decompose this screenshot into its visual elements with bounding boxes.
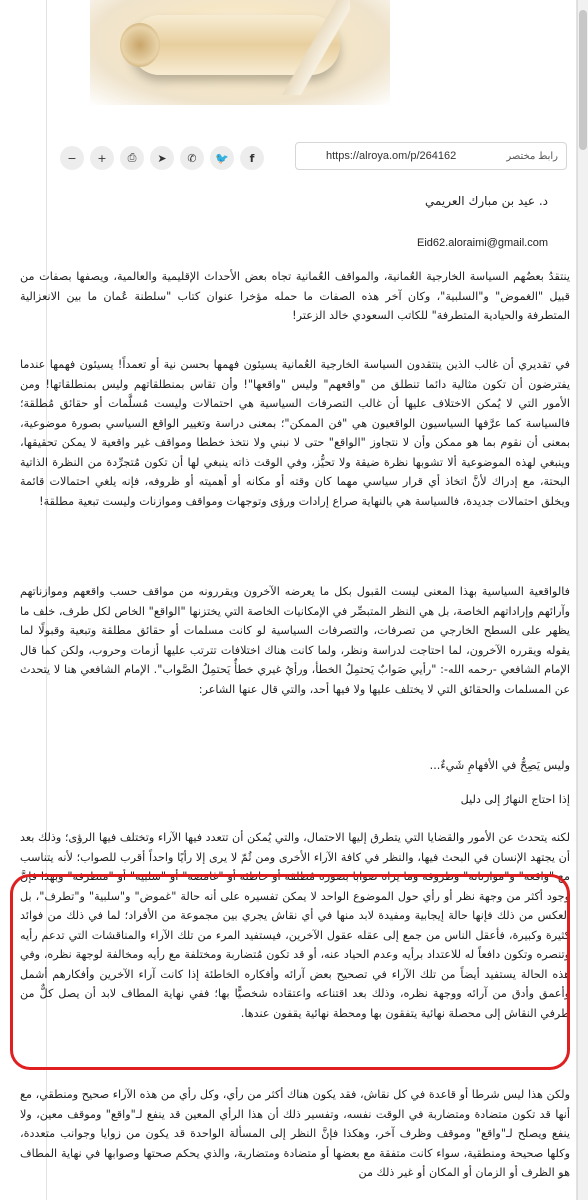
author-email[interactable]: Eid62.aloraimi@gmail.com [417,237,548,249]
article-paragraph: ينتقدُ بعضُهم السياسة الخارجية العُمانية، والمواقف العُمانية تجاه بعض الأحداث الإقليمية والعالمية، ويصفها بصفات من قبيل "الغموض" و"السلبية"، وكان آخر هذه الصفات ما حمله مؤخرا عنوان كتاب "سلطنة عُمان ما بين الانعزالية المتطرفة والحيادية المتطرفة" للكاتب السعودي خالد الزعتر! [20,270,570,322]
plus-icon[interactable]: + [90,146,114,170]
poem-line: وليس يَصِحُّ في الأفهامِ شَيءٌ... [429,759,570,772]
article-paragraph: لكنه يتحدث عن الأمور والقضايا التي يتطرق إليها الاحتمال، والتي يُمكن أن تتعدد فيها الآراء وتختلف فيها الرؤى؛ وذلك بعد أن يجتهد الإنسان في البحث فيها، والنظر في كافة الآراء الأخرى ومن ثُمّ لا يرى إلا رأيًا واحداً أقرب للصواب؛ لأنه يتناسب مع "واقعه" و"موازناته" وظروفه وما يراه صوابا بصورة مُطلقة أو خاطئة أو "غامضة" أو "سلبية" أو "متطرفة" وبهذا فإنَّ وجود أكثر من وجهة نظر أو رأي حول الموضوع الواحد لا يمكن تفسيره على أنه حالة "غموض" و"سلبية" و"تطرف"، بل العكس من ذلك فإنها حالة إيجابية ومفيدة لابد منها في أي نقاش يجري بين مجموعة من الأفراد؛ لما في ذلك من فوائد كثيرة وكبيرة، فأعقل الناس من جمع إلى عقله عقول الآخرين، فيستفيد المرء من تلك الآراء والمناقشات التي تدعم رأيه وتنصره وتكون دافعاً له للاعتداد برأيه وعدم الحياد عنه، أو قد تكون مُتضاربة ومختلفة مع رأيه ومخالفة لوجهة نظره، وفي هذه الحالة يستفيد أيضاً من تلك الآراء في تصحيح بعض آرائه وأفكاره الخاطئة إذا كانت آراء الآخرين وأفكارهم أشمل وأعمق وأدق من آرائه ووجهة نظره، وذلك بعد اقتناعه واعتقاده شخصيًّا بها؛ ففي نهاية المطاف لابد أن يصل كلٌّ من طرفي النقاش إلى محصلة نهائية يتفقون بها ومحطة نهائية يقفون عندها. [20,831,570,1020]
article-paragraph: ولكن هذا ليس شرطا أو قاعدة في كل نقاش، فقد يكون هناك أكثر من رأي، وكل رأي من هذه الآراء صحيح ومنطقي، مع أنها قد تكون متضادة ومتضاربة في الوقت نفسه، وتفسير ذلك أن هذا الرأي المعين قد ينفع لـ"واقع" وموقف معين، ولا ينفع ويصلح لـ"واقع" وموقف وظرف آخر، وهكذا فإنَّ النظر إلى المسألة الواحدة قد يكون من زوايا وجوانب متعددة، وكلها صحيحة ومنطقية، سواء كانت متفقة مع بعضها أو متضادة ومتضاربة، والذي يحكم صحتها وصوابها في نهاية المطاف هو الظرف أو الزمان أو المكان أو غير ذلك من [20,1088,570,1179]
telegram-icon[interactable]: ➤ [150,146,174,170]
short-link-label: رابط مختصر [506,150,558,162]
scrollbar-thumb[interactable] [579,10,587,150]
quill-illustration [280,0,350,95]
short-link-field[interactable] [295,142,567,170]
minus-icon[interactable]: − [60,146,84,170]
scrollbar[interactable] [577,0,588,1200]
author-name: د. عيد بن مبارك العريمي [424,194,548,208]
print-icon[interactable]: ⎙ [120,146,144,170]
whatsapp-icon[interactable]: ✆ [180,146,204,170]
article-hero-image [90,0,390,105]
poem-line: إذا احتاج النهارُ إلى دليل [460,793,570,806]
short-link-url[interactable]: https://alroya.om/p/264162 [326,150,457,162]
article-paragraph: فالواقعية السياسية بهذا المعنى ليست القبول بكل ما يعرضه الآخرون ويقررونه من مواقف حسب واقعهم وموازناتهم وآرائهم وإراداتهم الخاصة، بل هي النظر المتبصِّر في الإمكانيات الخاصة التي يختزنها "الواقع" الخاص لكل طرف، خلف ما يظهر على السطح الخارجي من تصرفات، والتصرفات السياسية لو كانت مسلمات أو حقائق مطلقة وتبعية وقبولًا لما يقوله ويقرره الآخرون، لما احتاجت لدراسة ونظر، ولما كانت هناك اختلافات تترتب عليها أزمات وحروب، ولكن كما قال الإمام الشافعي -رحمه الله-: "رأيي صَوابٌ يَحتمِلُ الخطأ، ورأيُ غيري خطأٌ يَحتمِلُ الصَّواب". الإمام الشافعي هنا لا يتحدث عن المسلمات والحقائق التي لا يختلف عليها ولا فيها أحد، والتي قال عنها الشاعر: [20,585,570,696]
article-paragraph: في تقديري أن غالب الذين ينتقدون السياسة الخارجية العُمانية يسيئون فهمها بحسن نية أو تعمداً! يسيئون فهمها عندما يفترضون أن تكون مثالية دائما تنطلق من "واقعهم" وليس "واقعها"! وأن تقاس بمنطلقاتهم وليس بمنطلقاتها! ومن الأمور التي لا يُمكن الاختلاف عليها أن غالب التصرفات السياسية هي احتمالات وليست مُسلَّمات أو حقائق مُطلقة؛ فالسياسة كما عرَّفها السياسيون الواقعيون هي "فن الممكن"؛ بمعنى دراسة وتغيير الواقع السياسي بصورة موضوعية، بمعنى أن نقوم بما هو ممكن وأن لا نتجاوز "الواقع" حتى لا نبني ولا نتخذ خططا ومواقف غير واقعية لا يمكن تحقيقها، وينبغي لهذه الموضوعية ألا تشوبها نظرة ضيقة ولا تحيُّز، وفي الوقت ذاته ينبغي لها أن تكون مُتجرِّدة من النظرة الذاتية البحتة، مع إدراك لأنَّ اتخاذ أي قرار سياسي مهما كان وقته أو مكانه أو أهميته أو ظروفه، فإنه يلغي احتمالات قائمة ويخلق احتمالات جديدة، فالسياسة هي بالنهاية صراع إرادات ورؤى وتوجهات ومواقف وموازنات وليست تبعية مطلقة! [20,358,570,508]
red-highlight-annotation [10,874,570,1070]
twitter-icon[interactable]: 🐦 [210,146,234,170]
share-toolbar [60,143,264,173]
facebook-icon[interactable]: f [240,146,264,170]
